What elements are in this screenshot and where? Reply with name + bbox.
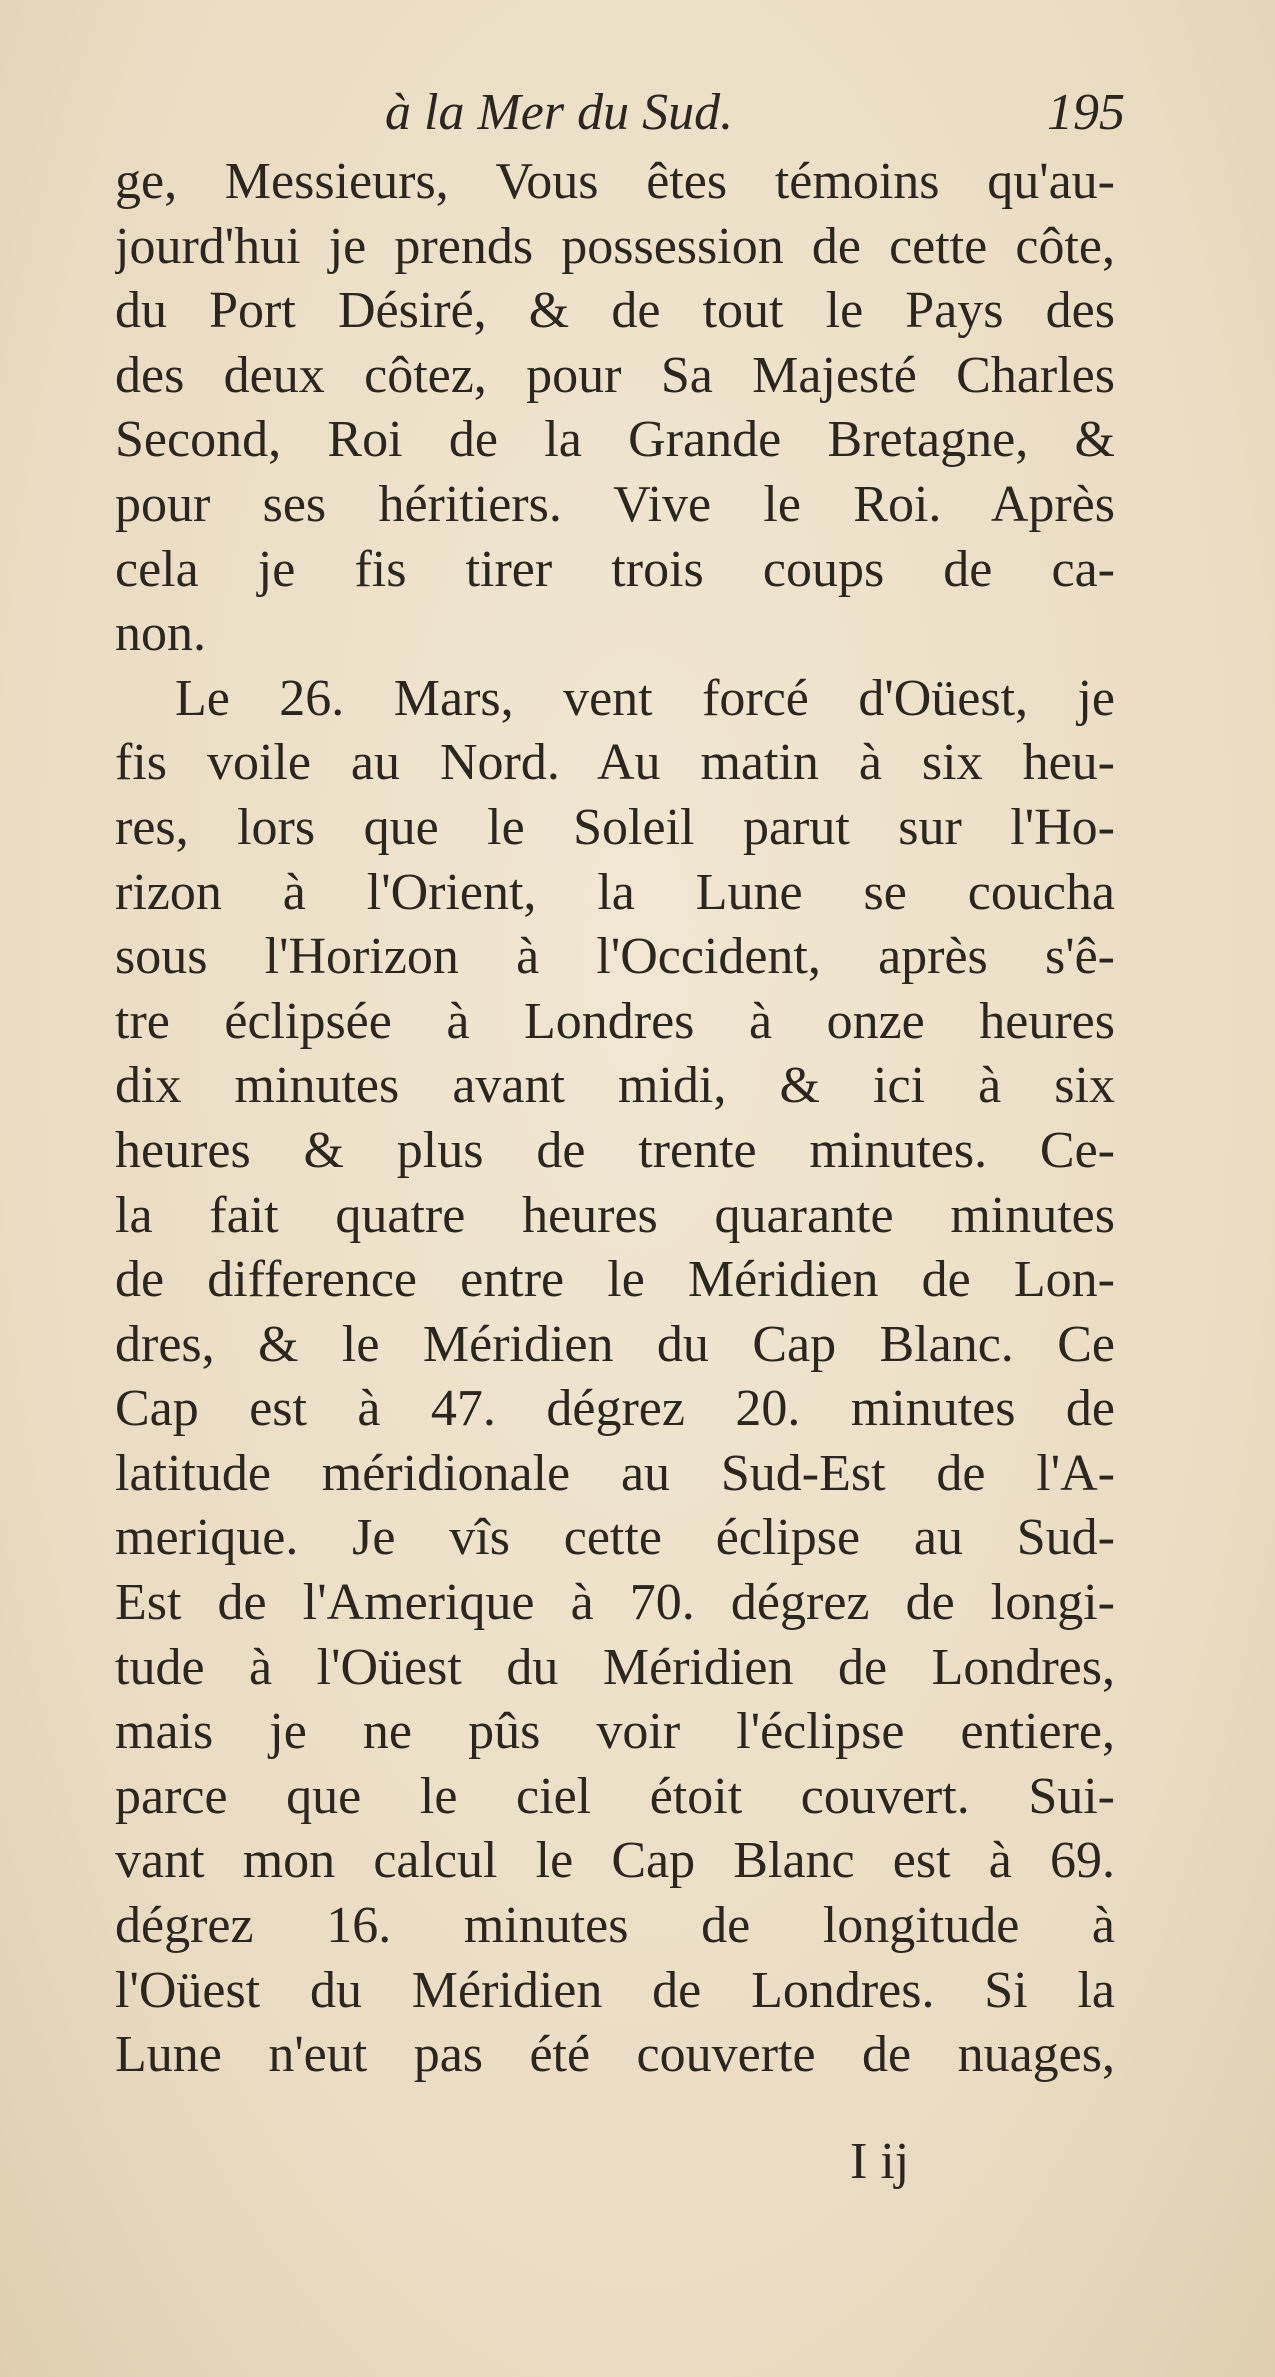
- running-title: à la Mer du Sud.: [385, 84, 734, 141]
- text-line: fis voile au Nord. Au matin à six heu-: [115, 734, 1115, 792]
- text-line: Cap est à 47. dégrez 20. minutes de: [115, 1380, 1115, 1438]
- text-line: cela je fis tirer trois coups de ca-: [115, 540, 1115, 598]
- text-line: vant mon calcul le Cap Blanc est à 69.: [115, 1832, 1115, 1890]
- text-line: merique. Je vîs cette éclipse au Sud-: [115, 1509, 1115, 1567]
- text-line: dégrez 16. minutes de longitude à: [115, 1897, 1115, 1955]
- text-line: Lune n'eut pas été couverte de nuages,: [115, 2026, 1115, 2084]
- text-line: la fait quatre heures quarante minutes: [115, 1186, 1115, 1244]
- text-line: res, lors que le Soleil parut sur l'Ho-: [115, 798, 1115, 856]
- text-line: parce que le ciel étoit couvert. Sui-: [115, 1767, 1115, 1825]
- text-line: jourd'hui je prends possession de cette côte,: [115, 217, 1115, 275]
- body-text: [115, 150, 1115, 2088]
- text-line: Est de l'Amerique à 70. dégrez de longi-: [115, 1574, 1115, 1632]
- text-line: pour ses héritiers. Vive le Roi. Après: [115, 475, 1115, 533]
- text-line: latitude méridionale au Sud-Est de l'A-: [115, 1444, 1115, 1502]
- text-line: dres, & le Méridien du Cap Blanc. Ce: [115, 1315, 1115, 1373]
- text-line: non.: [115, 605, 206, 663]
- signature-mark: I ij: [850, 2133, 910, 2190]
- text-line: Le 26. Mars, vent forcé d'Oüest, je: [175, 669, 1115, 727]
- text-line: tre éclipsée à Londres à onze heures: [115, 992, 1115, 1050]
- page-header: [115, 78, 1125, 148]
- text-line: dix minutes avant midi, & ici à six: [115, 1057, 1115, 1115]
- text-line: Second, Roi de la Grande Bretagne, &: [115, 411, 1115, 469]
- text-line: sous l'Horizon à l'Occident, après s'ê-: [115, 928, 1115, 986]
- text-line: du Port Désiré, & de tout le Pays des: [115, 282, 1115, 340]
- text-line: de difference entre le Méridien de Lon-: [115, 1251, 1115, 1309]
- text-line: l'Oüest du Méridien de Londres. Si la: [115, 1961, 1115, 2019]
- text-line: rizon à l'Orient, la Lune se coucha: [115, 863, 1115, 921]
- text-line: tude à l'Oüest du Méridien de Londres,: [115, 1638, 1115, 1696]
- text-line: mais je ne pûs voir l'éclipse entiere,: [115, 1703, 1115, 1761]
- text-line: ge, Messieurs, Vous êtes témoins qu'au-: [115, 153, 1115, 210]
- page-number: 195: [1047, 84, 1125, 141]
- text-line: heures & plus de trente minutes. Ce-: [115, 1121, 1115, 1179]
- text-line: des deux côtez, pour Sa Majesté Charles: [115, 346, 1115, 404]
